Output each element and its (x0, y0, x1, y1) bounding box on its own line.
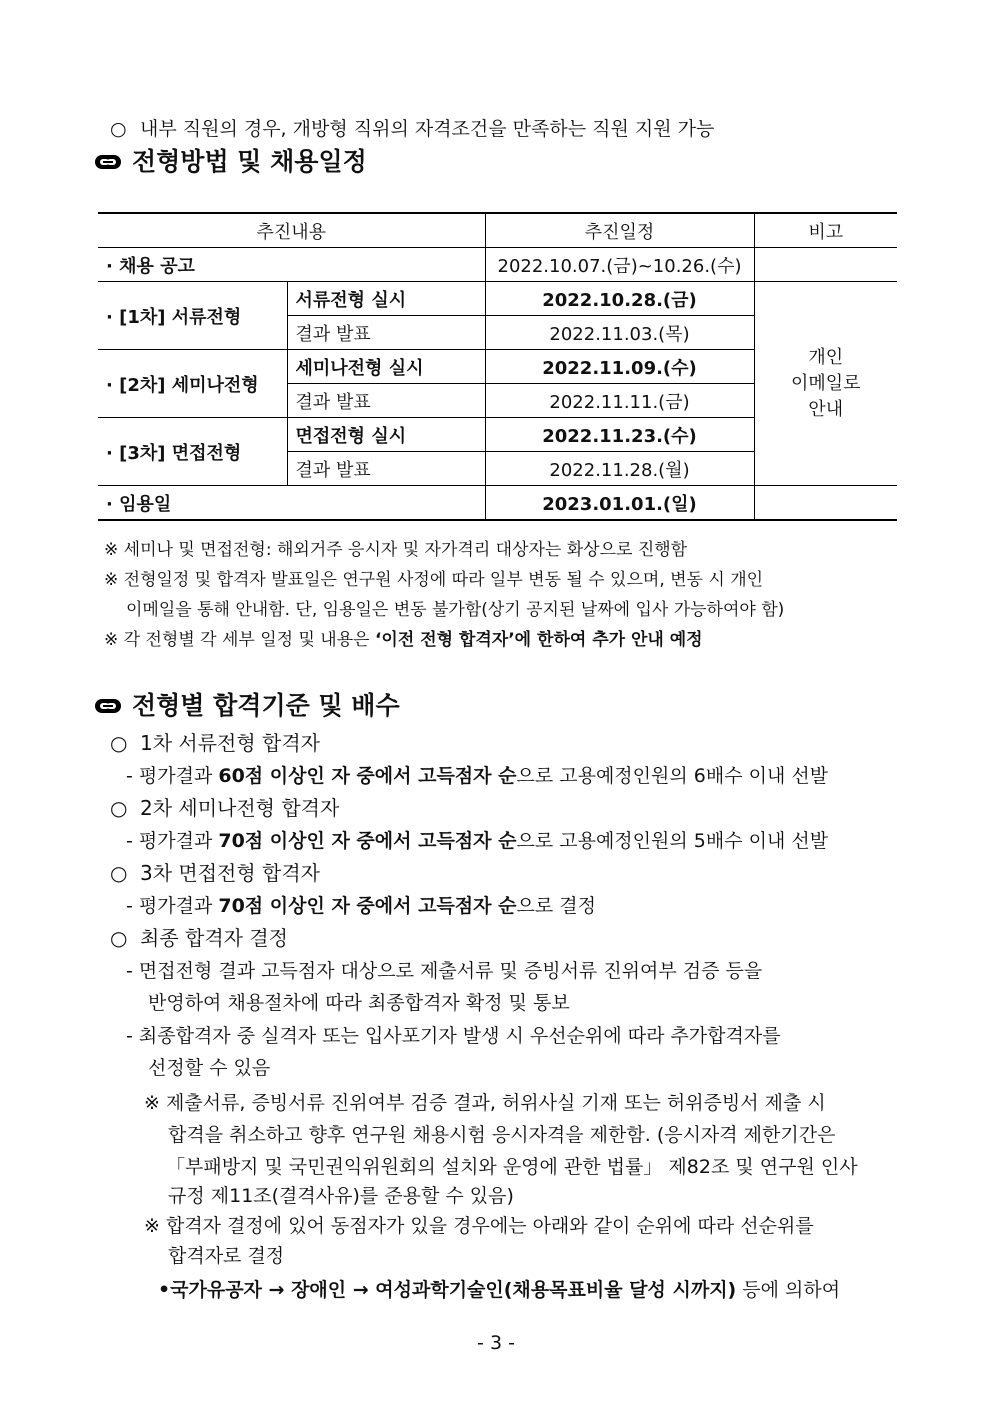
row-date: 2022.10.07.(금)~10.26.(수) (485, 248, 754, 282)
header-remark: 비고 (754, 213, 897, 248)
stage2-detail: - 평가결과 70점 이상인 자 중에서 고득점자 순으로 고용예정인원의 5배수 이내 선발 (126, 830, 829, 852)
page-number: - 3 - (477, 1332, 515, 1354)
stage-item: 서류전형 실시 (287, 282, 485, 316)
row-label: · 임용일 (98, 486, 485, 521)
stage3-title: ○ 3차 면접전형 합격자 (110, 861, 320, 885)
schedule-table (98, 212, 897, 521)
intro-line: ○ 내부 직원의 경우, 개방형 직위의 자격조건을 만족하는 직원 지원 가능 (110, 118, 715, 140)
stage-item: 세미나전형 실시 (287, 350, 485, 384)
row-remark (754, 486, 897, 521)
final-note: 합격자로 결정 (168, 1245, 285, 1267)
stage1-detail: - 평가결과 60점 이상인 자 중에서 고득점자 순으로 고용예정인원의 6배수 이내 선발 (126, 765, 829, 787)
stage-date: 2022.10.28.(금) (485, 282, 754, 316)
circle-bullet-icon: ○ (110, 861, 128, 885)
schedule-note: 이메일을 통해 안내함. 단, 임용일은 변동 불가함(상기 공지된 날짜에 입사 가능하여야 함) (126, 600, 785, 620)
table-row (98, 282, 897, 316)
stage-label: · [1차] 서류전형 (98, 282, 287, 350)
stage-item: 면접전형 실시 (287, 418, 485, 452)
stage-label: · [2차] 세미나전형 (98, 350, 287, 418)
stage-label: · [3차] 면접전형 (98, 418, 287, 486)
final-title: ○ 최종 합격자 결정 (110, 926, 288, 950)
final-detail: 반영하여 채용절차에 따라 최종합격자 확정 및 통보 (148, 992, 570, 1014)
final-detail: - 최종합격자 중 실격자 또는 입사포기자 발생 시 우선순위에 따라 추가합격자를 (126, 1025, 781, 1047)
row-label: · 채용 공고 (98, 248, 485, 282)
final-detail: 선정할 수 있음 (148, 1057, 271, 1079)
section-heading-schedule (94, 146, 367, 178)
stage1-title: ○ 1차 서류전형 합격자 (110, 731, 320, 755)
stage-date: 2022.11.28.(월) (485, 452, 754, 486)
section-title: 전형방법 및 채용일정 (132, 147, 367, 176)
stage-date: 2022.11.03.(목) (485, 316, 754, 350)
schedule-note: ※ 세미나 및 면접전형: 해외거주 응시자 및 자가격리 대상자는 화상으로 진행함 (104, 540, 688, 560)
table-row (98, 486, 897, 521)
circle-bullet-icon: ○ (110, 926, 128, 950)
stage-date: 2022.11.11.(금) (485, 384, 754, 418)
stage-item: 결과 발표 (287, 316, 485, 350)
final-detail: - 면접전형 결과 고득점자 대상으로 제출서류 및 증빙서류 진위여부 검증 등을 (126, 960, 763, 982)
final-note: 「부패방지 및 국민권익위원회의 설치와 운영에 관한 법률」 제82조 및 연구원 인사 (166, 1156, 858, 1178)
section-title: 전형별 합격기준 및 배수 (132, 691, 400, 720)
link-icon (94, 153, 122, 171)
final-note: 합격을 취소하고 향후 연구원 채용시험 응시자격을 제한함. (응시자격 제한기간은 (168, 1124, 836, 1146)
schedule-note: ※ 각 전형별 각 세부 일정 및 내용은 ‘이전 전형 합격자’에 한하여 추가 안내 예정 (104, 630, 703, 650)
stage-date: 2022.11.23.(수) (485, 418, 754, 452)
stage2-title: ○ 2차 세미나전형 합격자 (110, 796, 340, 820)
row-date: 2023.01.01.(일) (485, 486, 754, 521)
circle-bullet-icon: ○ (110, 796, 128, 820)
circle-bullet-icon: ○ (110, 731, 128, 755)
schedule-note: ※ 전형일정 및 합격자 발표일은 연구원 사정에 따라 일부 변동 될 수 있으며, 변동 시 개인 (104, 570, 764, 590)
stage-item: 결과 발표 (287, 384, 485, 418)
remark-cell: 개인 이메일로 안내 (754, 282, 897, 486)
table-header-row (98, 213, 897, 248)
row-remark (754, 248, 897, 282)
stage-item: 결과 발표 (287, 452, 485, 486)
stage-date: 2022.11.09.(수) (485, 350, 754, 384)
header-content: 추진내용 (98, 213, 485, 248)
section-heading-criteria (94, 690, 400, 722)
stage3-detail: - 평가결과 70점 이상인 자 중에서 고득점자 순으로 결정 (126, 895, 596, 917)
final-note: ※ 제출서류, 증빙서류 진위여부 검증 결과, 허위사실 기재 또는 허위증빙서 제출 시 (144, 1092, 826, 1114)
final-note: 규정 제11조(결격사유)를 준용할 수 있음) (168, 1185, 514, 1207)
circle-bullet-icon: ○ (110, 118, 127, 140)
table-row (98, 248, 897, 282)
final-note: ※ 합격자 결정에 있어 동점자가 있을 경우에는 아래와 같이 순위에 따라 선순위를 (144, 1215, 814, 1237)
link-icon (94, 697, 122, 715)
header-schedule: 추진일정 (485, 213, 754, 248)
final-priority: •국가유공자 → 장애인 → 여성과학기술인(채용목표비율 달성 시까지) 등에 의하여 (158, 1279, 841, 1301)
